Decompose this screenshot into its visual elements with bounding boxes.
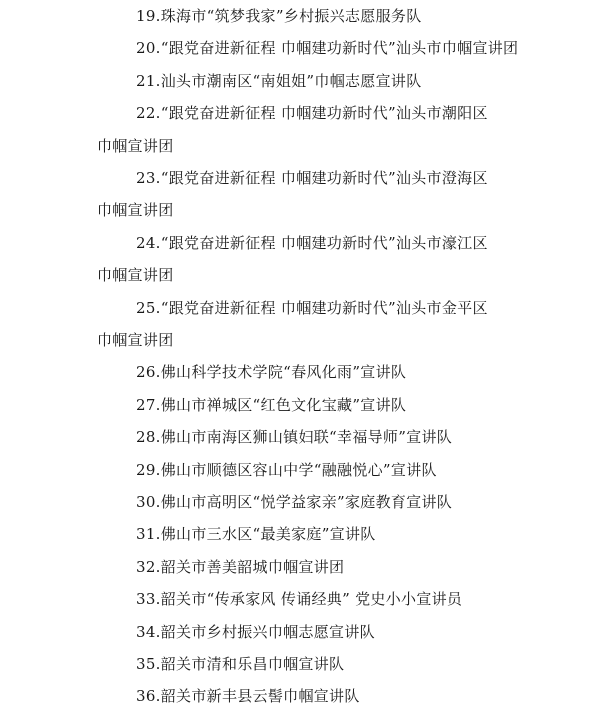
list-item: 25.“跟党奋进新征程 巾帼建功新时代”汕头市金平区 xyxy=(136,299,488,317)
list-item-continuation: 巾帼宣讲团 xyxy=(97,331,174,349)
list-item: 30.佛山市高明区“悦学益家亲”家庭教育宣讲队 xyxy=(136,493,453,511)
list-item: 19.珠海市“筑梦我家”乡村振兴志愿服务队 xyxy=(136,7,422,25)
list-item: 26.佛山科学技术学院“春风化雨”宣讲队 xyxy=(136,363,407,381)
list-item: 36.韶关市新丰县云髻巾帼宣讲队 xyxy=(136,687,360,705)
list-item: 22.“跟党奋进新征程 巾帼建功新时代”汕头市潮阳区 xyxy=(136,104,488,122)
list-item-continuation: 巾帼宣讲团 xyxy=(97,201,174,219)
list-item: 31.佛山市三水区“最美家庭”宣讲队 xyxy=(136,525,376,543)
list-item-continuation: 巾帼宣讲团 xyxy=(97,137,174,155)
list-item: 24.“跟党奋进新征程 巾帼建功新时代”汕头市濠江区 xyxy=(136,234,488,252)
list-item: 27.佛山市禅城区“红色文化宝藏”宣讲队 xyxy=(136,396,407,414)
list-item: 33.韶关市“传承家风 传诵经典” 党史小小宣讲员 xyxy=(136,590,463,608)
list-item: 23.“跟党奋进新征程 巾帼建功新时代”汕头市澄海区 xyxy=(136,169,488,187)
list-item: 21.汕头市潮南区“南姐姐”巾帼志愿宣讲队 xyxy=(136,72,422,90)
list-item: 32.韶关市善美韶城巾帼宣讲团 xyxy=(136,558,345,576)
list-item-continuation: 巾帼宣讲团 xyxy=(97,266,174,284)
list-item: 29.佛山市顺德区容山中学“融融悦心”宣讲队 xyxy=(136,461,437,479)
list-item: 34.韶关市乡村振兴巾帼志愿宣讲队 xyxy=(136,623,375,641)
list-item: 20.“跟党奋进新征程 巾帼建功新时代”汕头市巾帼宣讲团 xyxy=(136,39,519,57)
list-item: 35.韶关市清和乐昌巾帼宣讲队 xyxy=(136,655,345,673)
list-item: 28.佛山市南海区狮山镇妇联“幸福导师”宣讲队 xyxy=(136,428,453,446)
